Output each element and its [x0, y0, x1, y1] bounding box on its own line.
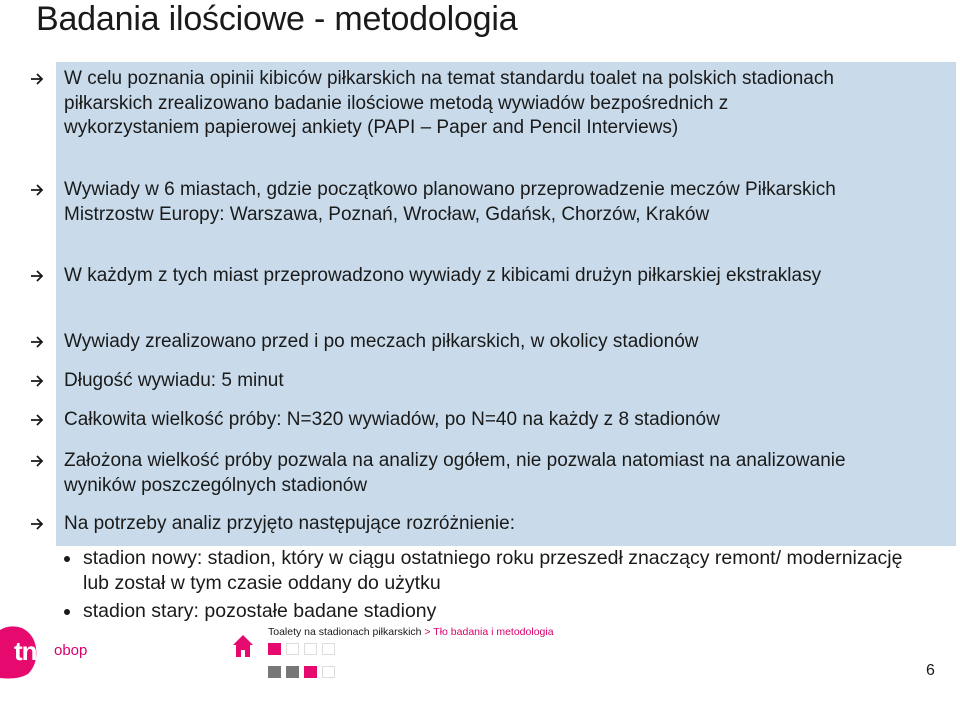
bullet-cities: Wywiady w 6 miastach, gdzie początkowo planowano przeprowadzenie meczów Piłkarskich Mistrzostw Europy: Warszawa, Poznań, Wrocław, Gdańsk, Chorzów, Kraków [64, 179, 836, 225]
arrow-right-icon [27, 410, 47, 430]
arrow-right-icon [27, 451, 47, 471]
breadcrumb-main: Toalety na stadionach piłkarskich [268, 626, 422, 638]
arrow-right-icon [27, 180, 47, 200]
nav-square-active[interactable] [268, 643, 281, 655]
breadcrumb-section: Tło badania i metodologia [433, 626, 554, 638]
bullet-distinction: Na potrzeby analiz przyjęto następujące rozróżnienie: [64, 513, 515, 534]
arrow-right-icon [27, 371, 47, 391]
logo-main-text: tns [14, 636, 50, 666]
bullet-timing: Wywiady zrealizowano przed i po meczach piłkarskich, w okolicy stadionów [64, 331, 699, 352]
nav-square[interactable] [322, 643, 335, 655]
bullet-dot-icon [64, 609, 70, 615]
arrow-right-icon [27, 266, 47, 286]
bullet-sample-analysis: Założona wielkość próby pozwala na analizy ogółem, nie pozwala natomiast na analizowanie wyników poszczególnych stadionów [64, 450, 846, 496]
logo-sub-text: obop [54, 642, 88, 659]
nav-square[interactable] [304, 643, 317, 655]
sub-bullet-old-stadium: stadion stary: pozostałe badane stadiony [83, 600, 437, 622]
page-number: 6 [926, 662, 935, 679]
bullet-sample-size: Całkowita wielkość próby: N=320 wywiadów, po N=40 na każdy z 8 stadionów [64, 409, 720, 430]
home-icon[interactable] [232, 634, 254, 658]
nav-square[interactable] [268, 666, 281, 678]
arrow-right-icon [27, 69, 47, 89]
bullet-duration: Długość wywiadu: 5 minut [64, 370, 284, 391]
nav-square[interactable] [286, 666, 299, 678]
sub-bullet-new-stadium: stadion nowy: stadion, który w ciągu ostatniego roku przeszedł znaczący remont/ modernizację lub został w tym czasie oddany do użytku [83, 547, 903, 594]
bullet-methodology: W celu poznania opinii kibiców piłkarskich na temat standardu toalet na polskich stadionach piłkarskich zrealizowano badanie ilościowe metodą wywiadów bezpośrednich z wykorzystaniem papierowej ankiety (PAPI – Paper and Pencil Interviews) [64, 68, 834, 138]
nav-square-active[interactable] [304, 666, 317, 678]
bullet-fans: W każdym z tych miast przeprowadzono wywiady z kibicami drużyn piłkarskiej ekstraklasy [64, 265, 822, 286]
arrow-right-icon [27, 514, 47, 534]
nav-square[interactable] [286, 643, 299, 655]
nav-square[interactable] [322, 666, 335, 678]
slide-title: Badania ilościowe - metodologia [36, 0, 518, 38]
bullet-dot-icon [64, 556, 70, 562]
footer-breadcrumb [268, 626, 554, 638]
arrow-right-icon [27, 332, 47, 352]
breadcrumb-separator: > [421, 626, 434, 638]
